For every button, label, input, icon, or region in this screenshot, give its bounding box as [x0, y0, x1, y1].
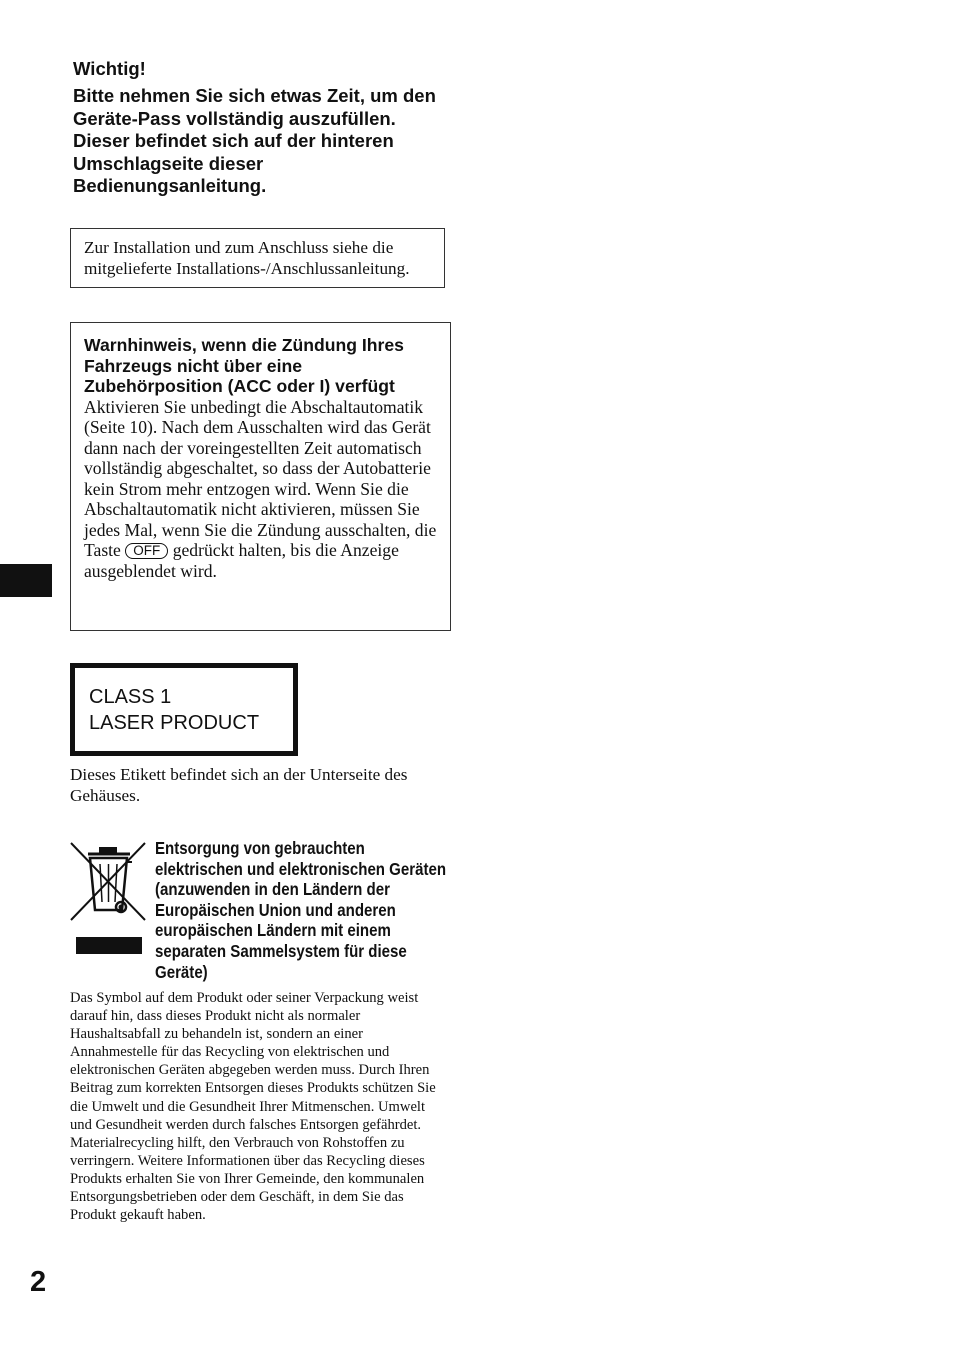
- weee-disposal-text: Das Symbol auf dem Produkt oder seiner Verpackung weist darauf hin, dass dieses Produkt nicht als normaler Haushaltsabfall zu behandeln ist, sondern an einer Annahmestelle für das Recycling von elektrischen und elektronischen Geräten abgegeben werden muss. Durch Ihren Beitrag zum korrekten Entsorgen dieses Produkts schützen Sie die Umwelt und die Gesundheit Ihrer Mitmenschen. Umwelt und Gesundheit werden durch falsches Entsorgen gefährdet. Materialrecycling hilft, den Verbrauch von Rohstoffen zu verringern. Weitere Informationen über das Recycling dieses Produkts erhalten Sie von Ihrer Gemeinde, den kommunalen Entsorgungsbetrieben oder dem Geschäft, in dem Sie das Produkt gekauft haben.: [70, 990, 436, 1224]
- laser-label-line2: LASER PRODUCT: [89, 712, 260, 734]
- weee-disposal-heading: Entsorgung von gebrauchten elektrischen und elektronischen Geräten (anzuwenden in den Ländern der Europäischen Union und anderen europäischen Ländern mit einem separaten Sammelsystem für diese Geräte): [155, 838, 447, 982]
- warning-text-part2: gedrückt halten, bis die Anzeige ausgeblendet wird.: [84, 540, 399, 581]
- laser-label-inner: [75, 668, 293, 751]
- important-heading: Wichtig!: [73, 58, 146, 79]
- laser-class-label: [70, 663, 298, 756]
- laser-label-line1: CLASS 1: [89, 686, 172, 708]
- ignition-warning-box: [70, 322, 451, 631]
- warning-title: Warnhinweis, wenn die Zündung Ihres Fahrzeugs nicht über eine Zubehörposition (ACC oder I) verfügt: [84, 335, 404, 396]
- important-notice-text: Bitte nehmen Sie sich etwas Zeit, um den Geräte-Pass vollständig auszufüllen. Dieser befindet sich auf der hinteren Umschlagseite dieser Bedienungsanleitung.: [73, 85, 436, 196]
- warning-text-part1: Aktivieren Sie unbedingt die Abschaltautomatik (Seite 10). Nach dem Ausschalten wird das Gerät dann nach der voreingestellten Zeit automatisch vollständig abgeschaltet, so dass der Autobatterie kein Strom mehr entzogen wird. Wenn Sie die Abschaltautomatik nicht aktivieren, müssen Sie jedes Mal, wenn Sie die Zündung ausschalten, die Taste: [84, 396, 437, 560]
- installation-note-text: Zur Installation und zum Anschluss siehe die mitgelieferte Installations-/Anschlussanleitung.: [84, 238, 410, 278]
- warning-body: [84, 397, 444, 582]
- crossed-out-wheelie-bin-icon: [70, 840, 146, 958]
- section-tab-marker: [0, 564, 52, 597]
- installation-note-box: [70, 228, 445, 288]
- off-key-label: OFF: [125, 543, 168, 559]
- laser-label-caption: Dieses Etikett befindet sich an der Unterseite des Gehäuses.: [70, 765, 408, 805]
- page-number: 2: [30, 1266, 47, 1298]
